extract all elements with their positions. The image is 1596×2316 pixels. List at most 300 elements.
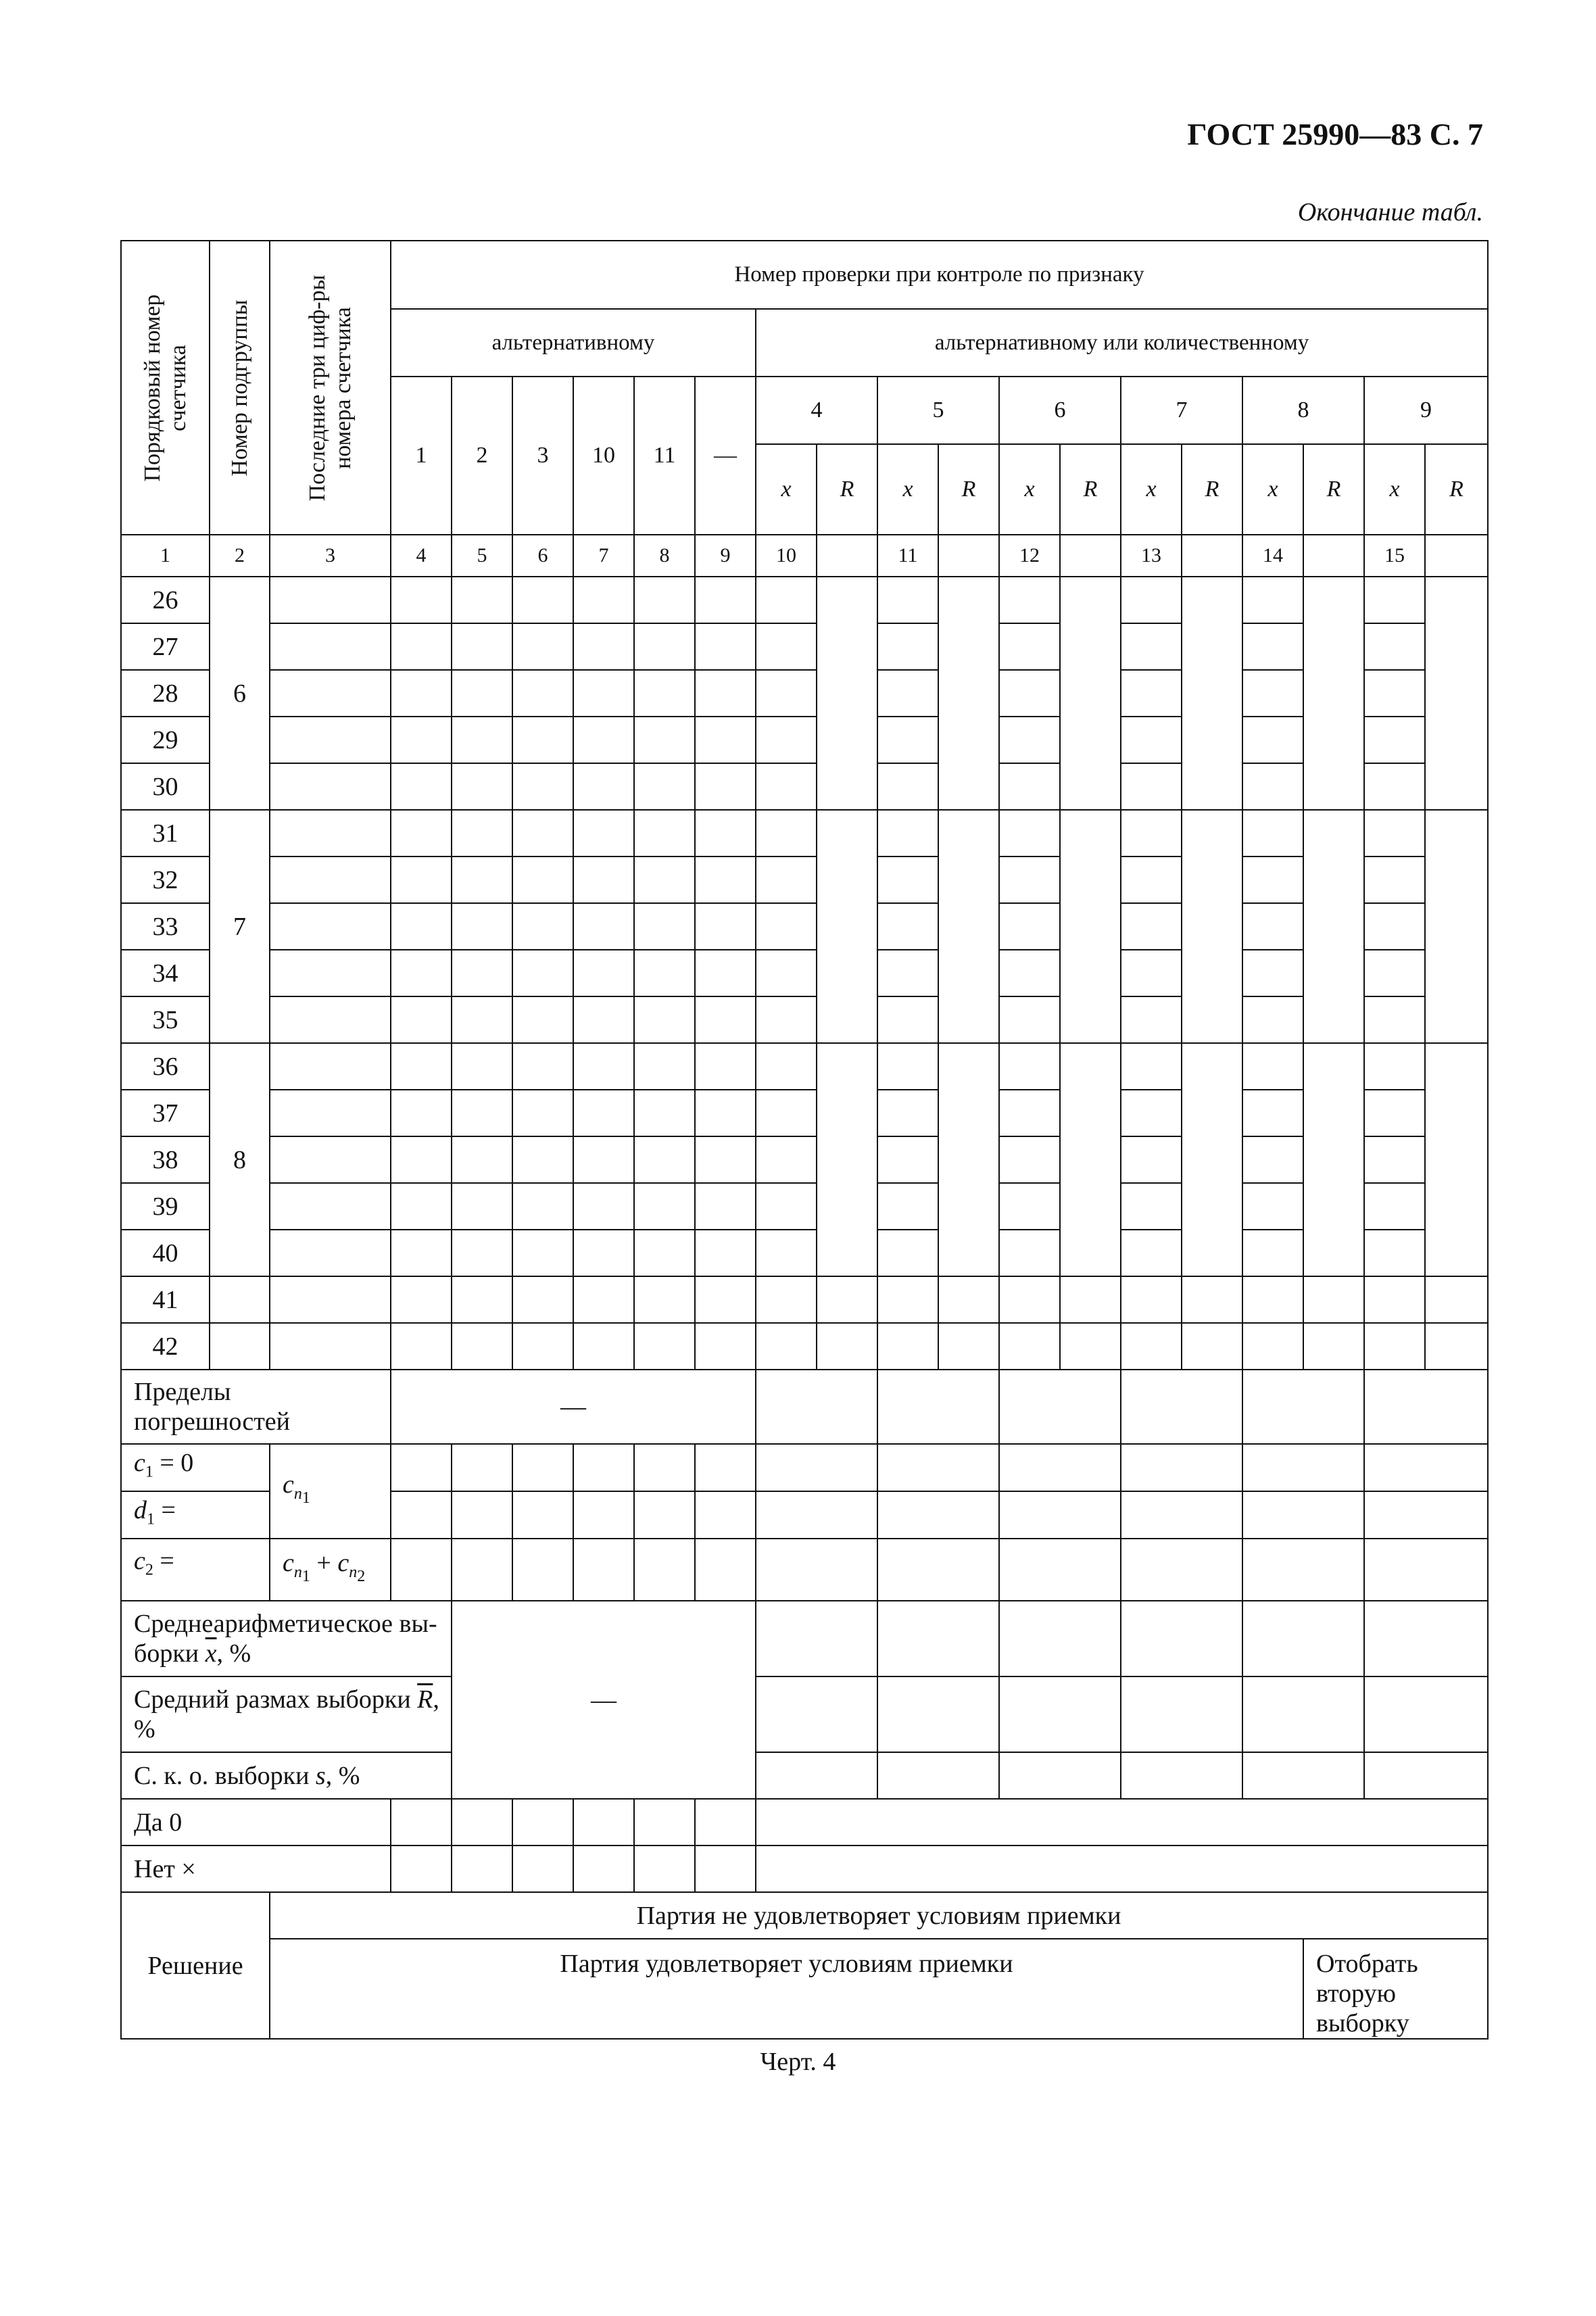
data-cell — [1121, 717, 1182, 763]
data-cell — [877, 1136, 938, 1183]
data-cell — [391, 670, 452, 717]
data-cell — [512, 810, 573, 857]
data-cell — [391, 1183, 452, 1230]
data-cell — [1242, 1043, 1303, 1090]
data-cell — [1121, 1323, 1182, 1370]
r-cell — [938, 810, 999, 1043]
data-cell — [1242, 1323, 1303, 1370]
table-row — [121, 857, 1488, 903]
data-cell — [512, 1043, 573, 1090]
alt-check-10: 10 — [573, 377, 634, 535]
data-cell — [391, 1136, 452, 1183]
data-cell — [1121, 1043, 1182, 1090]
data-cell — [391, 903, 452, 950]
empty-cell — [573, 1539, 634, 1601]
data-cell — [877, 996, 938, 1043]
check-number-title: Номер проверки при контроле по признаку — [391, 241, 1488, 309]
table-row — [121, 903, 1488, 950]
data-cell — [1242, 1090, 1303, 1136]
data-cell — [391, 577, 452, 623]
empty-cell — [573, 1444, 634, 1491]
col-number: 1 — [121, 535, 210, 577]
data-cell — [1121, 996, 1182, 1043]
empty-cell — [391, 1491, 452, 1539]
c2-label: $c_2$ = — [121, 1539, 270, 1601]
empty-cell — [391, 1845, 452, 1892]
data-cell — [1364, 996, 1425, 1043]
data-cell — [695, 950, 756, 996]
r-cell — [817, 1043, 877, 1276]
empty-cell — [512, 1799, 573, 1845]
data-cell — [1182, 1323, 1242, 1370]
subgroup-number: 7 — [210, 810, 270, 1043]
table-row — [121, 810, 1488, 857]
data-cell — [634, 670, 695, 717]
table-row — [121, 996, 1488, 1043]
data-cell — [512, 623, 573, 670]
empty-cell — [512, 1444, 573, 1491]
data-cell — [695, 623, 756, 670]
data-cell — [270, 1090, 391, 1136]
table-row — [121, 1090, 1488, 1136]
data-cell — [817, 1323, 877, 1370]
empty-cell — [1364, 1491, 1488, 1539]
data-cell — [573, 623, 634, 670]
data-cell — [1364, 810, 1425, 857]
data-cell — [1242, 717, 1303, 763]
empty-cell — [877, 1370, 999, 1444]
data-cell — [1364, 903, 1425, 950]
x-header: x — [1364, 444, 1425, 535]
table-row — [121, 670, 1488, 717]
alt-or-quant-header: альтернативному или количественному — [756, 309, 1488, 377]
empty-cell — [695, 1845, 756, 1892]
empty-cell — [877, 1676, 999, 1752]
data-cell — [634, 1136, 695, 1183]
col-header-last-digits: Последние три циф-ры номера счетчика — [270, 241, 391, 535]
col-number: 13 — [1121, 535, 1182, 577]
empty-cell — [391, 1799, 452, 1845]
data-cell — [512, 996, 573, 1043]
data-cell — [1182, 1276, 1242, 1323]
data-cell — [391, 996, 452, 1043]
empty-cell — [938, 535, 999, 577]
empty-cell — [1242, 1370, 1364, 1444]
empty-cell — [756, 1799, 1488, 1845]
data-cell — [756, 996, 817, 1043]
data-cell — [452, 670, 512, 717]
empty-cell — [999, 1491, 1121, 1539]
empty-cell — [756, 1444, 877, 1491]
data-cell — [999, 763, 1060, 810]
form-table — [120, 240, 1489, 2040]
empty-cell — [1242, 1752, 1364, 1799]
row-number: 30 — [121, 763, 210, 810]
sample-mean-label: Среднеарифметическое вы-борки $\overline{x}$, % — [121, 1601, 452, 1676]
data-cell — [452, 857, 512, 903]
data-cell — [270, 857, 391, 903]
data-cell — [1121, 950, 1182, 996]
x-header: x — [877, 444, 938, 535]
data-cell — [756, 1230, 817, 1276]
data-cell — [573, 996, 634, 1043]
data-cell — [1303, 1276, 1364, 1323]
data-cell — [452, 623, 512, 670]
data-cell — [634, 577, 695, 623]
data-cell — [695, 577, 756, 623]
table-row — [121, 717, 1488, 763]
data-cell — [573, 1090, 634, 1136]
empty-cell — [1121, 1444, 1242, 1491]
empty-cell — [877, 1752, 999, 1799]
subgroup-number: 8 — [210, 1043, 270, 1276]
col-number: 4 — [391, 535, 452, 577]
data-cell — [999, 1136, 1060, 1183]
data-cell — [877, 717, 938, 763]
data-cell — [1425, 1276, 1488, 1323]
data-cell — [1364, 1323, 1425, 1370]
data-cell — [1242, 903, 1303, 950]
data-cell — [634, 996, 695, 1043]
empty-cell — [1121, 1676, 1242, 1752]
empty-cell — [695, 1799, 756, 1845]
empty-cell — [877, 1491, 999, 1539]
decision-second-sample: Отобрать вторую выборку — [1303, 1939, 1488, 2039]
r-header: R — [1425, 444, 1488, 535]
data-cell — [999, 717, 1060, 763]
data-cell — [512, 1183, 573, 1230]
alt-check-3: 3 — [512, 377, 573, 535]
empty-cell — [695, 1444, 756, 1491]
r-cell — [1303, 810, 1364, 1043]
empty-cell — [817, 535, 877, 577]
row-number: 28 — [121, 670, 210, 717]
col-number: 3 — [270, 535, 391, 577]
data-cell — [452, 577, 512, 623]
empty-cell — [512, 1491, 573, 1539]
data-cell — [1121, 857, 1182, 903]
empty-cell — [452, 1491, 512, 1539]
data-cell — [512, 670, 573, 717]
data-cell — [270, 950, 391, 996]
data-cell — [756, 623, 817, 670]
empty-cell — [999, 1370, 1121, 1444]
row-number: 29 — [121, 717, 210, 763]
empty-cell — [1242, 1601, 1364, 1676]
col-number: 2 — [210, 535, 270, 577]
data-cell — [573, 1276, 634, 1323]
data-cell — [1121, 1090, 1182, 1136]
empty-cell — [634, 1491, 695, 1539]
data-cell — [270, 1230, 391, 1276]
data-cell — [512, 1136, 573, 1183]
data-cell — [877, 950, 938, 996]
data-cell — [756, 857, 817, 903]
empty-cell — [1242, 1444, 1364, 1491]
data-cell — [1364, 717, 1425, 763]
col-number: 10 — [756, 535, 817, 577]
data-cell — [512, 950, 573, 996]
data-cell — [452, 1183, 512, 1230]
data-cell — [452, 996, 512, 1043]
data-cell — [938, 1276, 999, 1323]
table-row — [121, 763, 1488, 810]
data-cell — [1121, 1276, 1182, 1323]
data-cell — [452, 1230, 512, 1276]
r-cell — [817, 810, 877, 1043]
x-header: x — [1242, 444, 1303, 535]
empty-cell — [391, 1444, 452, 1491]
quant-check-9: 9 — [1364, 377, 1488, 444]
r-cell — [1182, 810, 1242, 1043]
data-cell — [270, 670, 391, 717]
data-cell — [695, 1323, 756, 1370]
empty-cell — [452, 1539, 512, 1601]
table-row — [121, 1323, 1488, 1370]
data-cell — [756, 950, 817, 996]
data-cell — [1060, 1276, 1121, 1323]
data-cell — [512, 717, 573, 763]
data-cell — [999, 810, 1060, 857]
data-cell — [573, 857, 634, 903]
empty-cell — [634, 1799, 695, 1845]
empty-cell — [1242, 1539, 1364, 1601]
empty-cell — [756, 1491, 877, 1539]
data-cell — [1242, 1230, 1303, 1276]
r-cell — [1182, 577, 1242, 810]
data-cell — [1121, 810, 1182, 857]
row-number: 27 — [121, 623, 210, 670]
empty-cell — [877, 1444, 999, 1491]
data-cell — [634, 903, 695, 950]
mean-range-label: Средний размах выборки $\overline{R}$, % — [121, 1676, 452, 1752]
data-cell — [877, 903, 938, 950]
col-number: 6 — [512, 535, 573, 577]
quant-check-5: 5 — [877, 377, 999, 444]
data-cell — [634, 717, 695, 763]
empty-cell — [999, 1539, 1121, 1601]
data-cell — [877, 623, 938, 670]
empty-cell — [999, 1752, 1121, 1799]
r-header: R — [1182, 444, 1242, 535]
r-cell — [938, 1043, 999, 1276]
table-row — [121, 950, 1488, 996]
data-cell — [877, 857, 938, 903]
data-cell — [270, 577, 391, 623]
data-cell — [391, 810, 452, 857]
data-cell — [877, 810, 938, 857]
row-number: 39 — [121, 1183, 210, 1230]
data-cell — [877, 763, 938, 810]
empty-cell — [634, 1845, 695, 1892]
row-number: 37 — [121, 1090, 210, 1136]
subgroup-empty — [210, 1323, 270, 1370]
empty-cell — [1364, 1370, 1488, 1444]
data-cell — [695, 1090, 756, 1136]
row-number: 34 — [121, 950, 210, 996]
limits-dash: — — [391, 1370, 756, 1444]
row-number: 36 — [121, 1043, 210, 1090]
empty-cell — [756, 1601, 877, 1676]
data-cell — [512, 1090, 573, 1136]
empty-cell — [634, 1444, 695, 1491]
data-cell — [877, 1183, 938, 1230]
empty-cell — [756, 1370, 877, 1444]
data-cell — [270, 903, 391, 950]
data-cell — [391, 763, 452, 810]
data-cell — [1303, 1323, 1364, 1370]
data-cell — [877, 670, 938, 717]
data-cell — [270, 996, 391, 1043]
table-row — [121, 1043, 1488, 1090]
empty-cell — [756, 1845, 1488, 1892]
data-cell — [452, 717, 512, 763]
data-cell — [999, 857, 1060, 903]
data-cell — [391, 1323, 452, 1370]
data-cell — [573, 577, 634, 623]
empty-cell — [695, 1491, 756, 1539]
data-cell — [999, 903, 1060, 950]
data-cell — [1121, 903, 1182, 950]
empty-cell — [391, 1539, 452, 1601]
r-header: R — [817, 444, 877, 535]
data-cell — [1242, 577, 1303, 623]
data-cell — [573, 1230, 634, 1276]
data-cell — [1242, 763, 1303, 810]
row-number: 32 — [121, 857, 210, 903]
r-cell — [1425, 810, 1488, 1043]
col-number: 5 — [452, 535, 512, 577]
c1-label: $c_1 = 0$ — [121, 1444, 270, 1491]
data-cell — [634, 950, 695, 996]
table-caption: Окончание табл. — [1297, 198, 1483, 226]
alt-check-1: 1 — [391, 377, 452, 535]
empty-cell — [1364, 1601, 1488, 1676]
data-cell — [877, 1323, 938, 1370]
row-number: 26 — [121, 577, 210, 623]
row-number: 38 — [121, 1136, 210, 1183]
alternative-header: альтернативному — [391, 309, 756, 377]
data-cell — [573, 1043, 634, 1090]
data-cell — [1121, 763, 1182, 810]
stats-dash: — — [452, 1601, 756, 1799]
data-cell — [634, 857, 695, 903]
data-cell — [391, 857, 452, 903]
x-header: x — [999, 444, 1060, 535]
data-cell — [999, 670, 1060, 717]
empty-cell — [1364, 1539, 1488, 1601]
data-cell — [1364, 623, 1425, 670]
row-number: 42 — [121, 1323, 210, 1370]
r-cell — [1303, 1043, 1364, 1276]
subgroup-empty — [210, 1276, 270, 1323]
data-cell — [634, 1276, 695, 1323]
data-cell — [999, 1183, 1060, 1230]
data-cell — [512, 903, 573, 950]
col-number: 9 — [695, 535, 756, 577]
data-cell — [1364, 950, 1425, 996]
data-cell — [756, 1323, 817, 1370]
empty-cell — [756, 1539, 877, 1601]
data-cell — [877, 1043, 938, 1090]
r-cell — [817, 577, 877, 810]
data-cell — [1364, 1090, 1425, 1136]
data-cell — [391, 717, 452, 763]
quant-check-4: 4 — [756, 377, 877, 444]
r-cell — [1060, 1043, 1121, 1276]
r-cell — [1425, 1043, 1488, 1276]
data-cell — [1425, 1323, 1488, 1370]
data-cell — [756, 1136, 817, 1183]
data-cell — [756, 763, 817, 810]
alt-check-2: 2 — [452, 377, 512, 535]
empty-cell — [1182, 535, 1242, 577]
data-cell — [695, 1136, 756, 1183]
data-cell — [391, 1090, 452, 1136]
data-cell — [512, 763, 573, 810]
data-cell — [512, 857, 573, 903]
data-cell — [452, 1136, 512, 1183]
col-header-subgroup: Номер подгруппы — [210, 241, 270, 535]
data-cell — [452, 1043, 512, 1090]
alt-check-11: 11 — [634, 377, 695, 535]
data-cell — [270, 623, 391, 670]
data-cell — [999, 1043, 1060, 1090]
empty-cell — [1060, 535, 1121, 577]
x-header: x — [1121, 444, 1182, 535]
r-cell — [1425, 577, 1488, 810]
data-cell — [877, 577, 938, 623]
data-cell — [634, 1230, 695, 1276]
r-header: R — [1060, 444, 1121, 535]
data-cell — [817, 1276, 877, 1323]
empty-cell — [512, 1845, 573, 1892]
empty-cell — [999, 1676, 1121, 1752]
data-cell — [391, 1230, 452, 1276]
data-cell — [877, 1276, 938, 1323]
data-cell — [512, 1276, 573, 1323]
col-header-serial: Порядковый номер счетчика — [121, 241, 210, 535]
data-cell — [1121, 1183, 1182, 1230]
data-cell — [1242, 950, 1303, 996]
empty-cell — [1121, 1752, 1242, 1799]
r-header: R — [1303, 444, 1364, 535]
data-cell — [391, 950, 452, 996]
data-cell — [1364, 1183, 1425, 1230]
data-cell — [1242, 857, 1303, 903]
empty-cell — [999, 1601, 1121, 1676]
limits-label: Пределы погрешностей — [121, 1370, 391, 1444]
row-number: 33 — [121, 903, 210, 950]
table-row — [121, 1136, 1488, 1183]
data-cell — [756, 1276, 817, 1323]
data-cell — [452, 950, 512, 996]
empty-cell — [1121, 1370, 1242, 1444]
empty-cell — [756, 1676, 877, 1752]
empty-cell — [452, 1799, 512, 1845]
data-cell — [1121, 1230, 1182, 1276]
alt-check-dash: — — [695, 377, 756, 535]
data-cell — [270, 1043, 391, 1090]
data-cell — [1242, 1276, 1303, 1323]
data-cell — [756, 1043, 817, 1090]
data-cell — [756, 717, 817, 763]
data-cell — [756, 810, 817, 857]
empty-cell — [1364, 1752, 1488, 1799]
data-cell — [270, 1276, 391, 1323]
data-cell — [573, 670, 634, 717]
data-cell — [270, 763, 391, 810]
